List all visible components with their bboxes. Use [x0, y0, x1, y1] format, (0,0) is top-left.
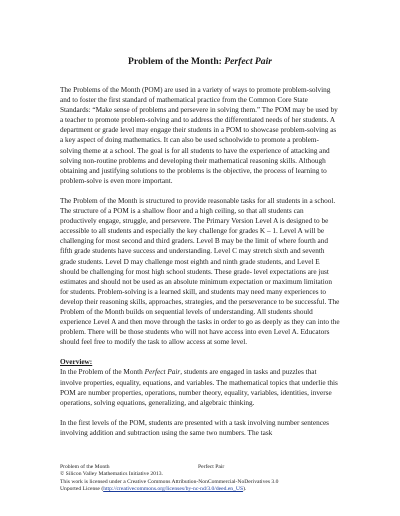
overview-paragraph: [60, 367, 340, 407]
footer-license-pre: Unported License (: [60, 485, 104, 492]
page-footer: [60, 464, 350, 493]
footer-license: This work is licensed under a Creative Commons Attribution-NonCommercial-NoDerivatives 3.0: [60, 478, 279, 485]
structure-paragraph: The Problem of the Month is structured to provide reasonable tasks for all students in a school. The structure of a POM is a shallow floor and a high ceiling, so that all students can productively engage, struggle, and persevere. The Primary Version Level A is designed to be accessible to all students and especially the key challenge for grades K – 1. Level A will be challenging for most second and third graders. Level B may be the limit of where fourth and fifth grade students have success and understanding. Level C may stretch sixth and seventh grade students. Level D may challenge most eighth and ninth grade students, and Level E should be challenging for most high school students. These grade- level expectations are just estimates and should not be used as an absolute minimum expectation or maximum limitation for students. Problem-solving is a learned skill, and students may need many experiences to develop their reasoning skills, approaches, strategies, and the perseverance to be successful. The Problem of the Month builds on sequential levels of understanding. All students should experience Level A and then move through the tasks in order to go as deeply as they can into the problem. There will be those students who will not have access into even Level A. Educators should feel free to modify the task to allow access at some level.: [60, 196, 340, 347]
levels-paragraph: In the first levels of the POM, students are presented with a task involving number sentences involving addition and subtraction using the same two numbers. The task: [60, 418, 329, 437]
footer-license-post: ).: [243, 485, 247, 492]
overview-heading: Overview:: [60, 358, 93, 367]
footer-license-line: [60, 486, 350, 493]
license-link[interactable]: http://creativecommons.org/licenses/by-nc-nd/3.0/deed.en_US: [103, 485, 244, 492]
overview-text-italic: Perfect Pair: [144, 368, 181, 377]
title-italic: Perfect Pair: [224, 56, 272, 67]
intro-paragraph: The Problems of the Month (POM) are used in a variety of ways to promote problem-solving and to foster the first standard of mathematical practice from the Common Core State Standards: “Make sense of problems and persevere in solving them.” The POM may be used by a teacher to promote problem-solving and to address the differentiated needs of her students. A department or grade level may engage their students in a POM to showcase problem-solving as a key aspect of doing mathematics. It can also be used schoolwide to promote a problem-solving theme at a school. The goal is for all students to have the experience of attacking and solving non-routine problems and developing their mathematical reasoning skills. Although obtaining and justifying solutions to the problems is the objective, the process of learning to problem-solve is even more important.: [60, 86, 338, 185]
footer-doc-name: Problem of the Month: [60, 464, 110, 470]
title-prefix: Problem of the Month:: [128, 56, 222, 67]
footer-doc-title: Perfect Pair: [198, 464, 225, 470]
overview-text-pre: In the Problem of the Month: [60, 368, 145, 377]
page-title: [60, 56, 340, 68]
footer-copyright: © Silicon Valley Mathematics Initiative 2013.: [60, 471, 163, 478]
overview-text-post: , students are engaged in tasks and puzzles that involve properties, equality, equations, and variables. The mathematical topics that underlie this POM are number properties, operations, number theory, equality, variables, identities, inverse operations, solving equations, generalizing, and algebraic thinking.: [60, 368, 338, 407]
